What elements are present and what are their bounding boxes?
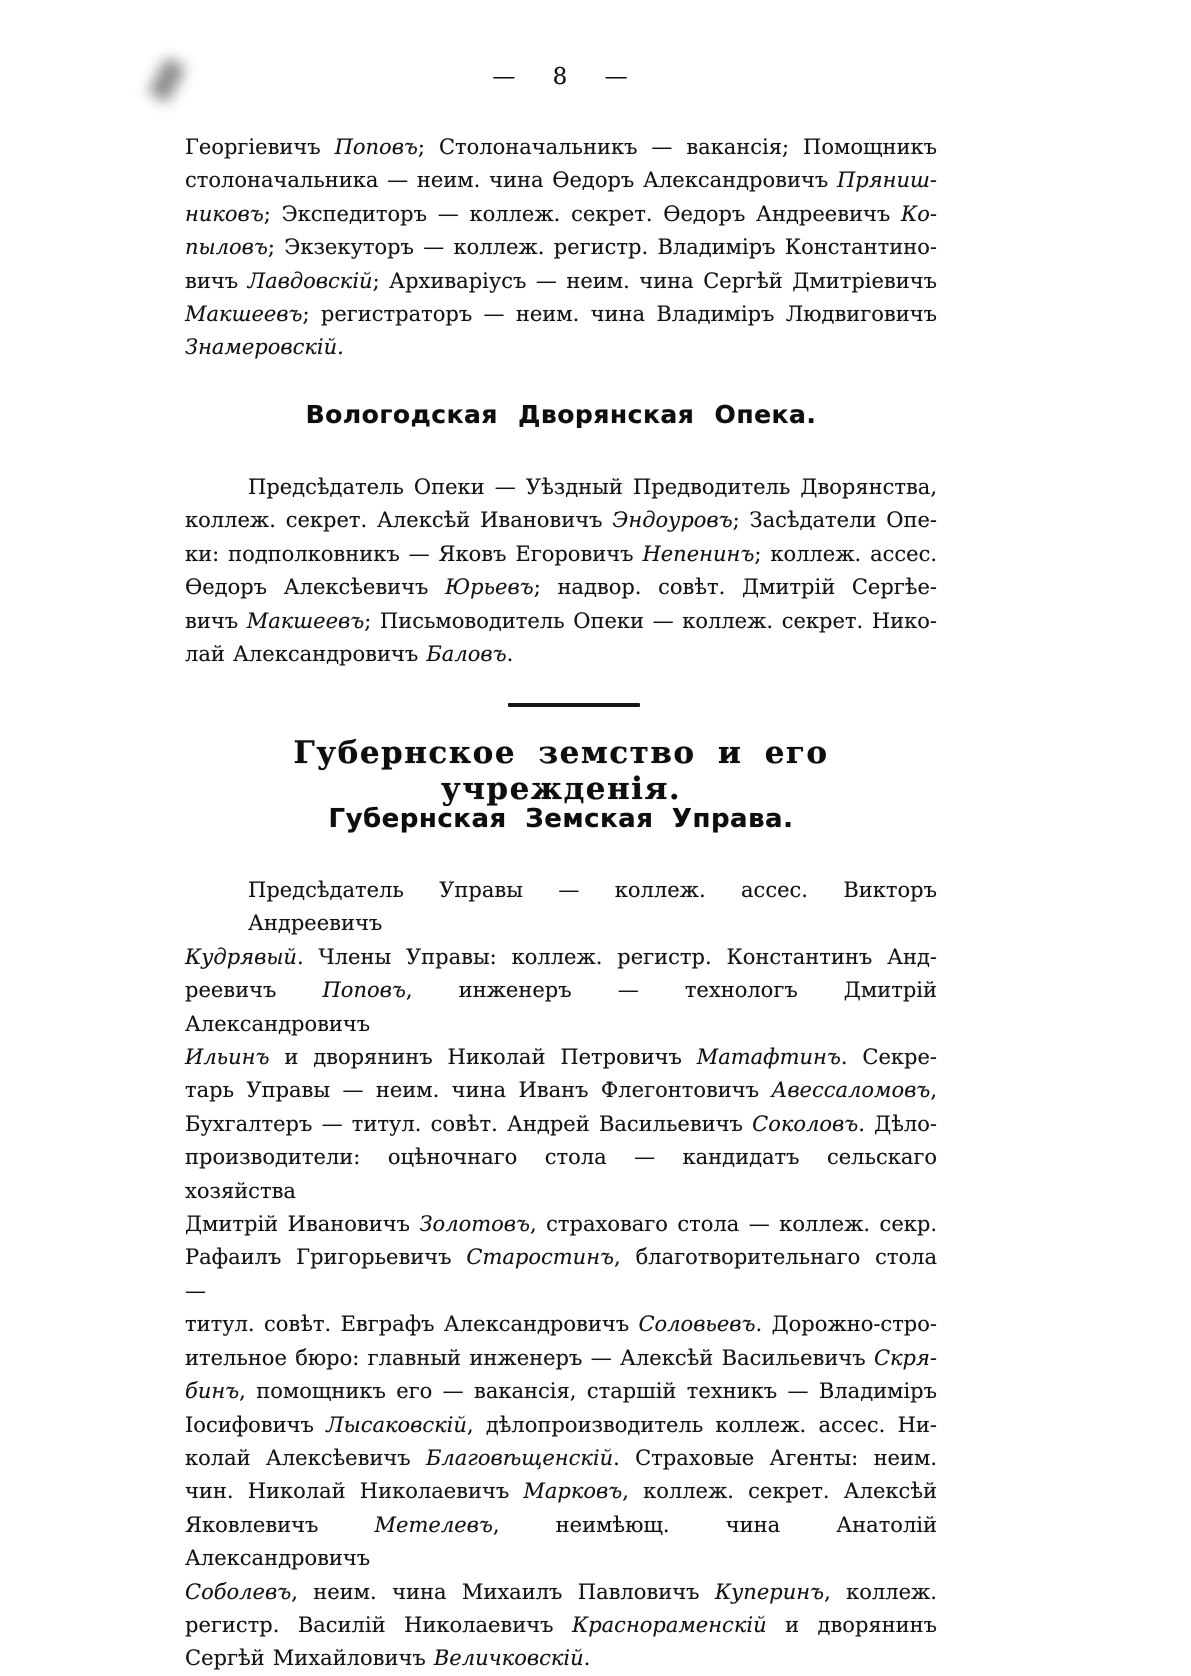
text-line bbox=[185, 941, 937, 974]
text-run: , благотворительнаго стола — bbox=[185, 1245, 938, 1303]
paragraph-chancellery-staff bbox=[185, 131, 937, 365]
surname-italic: Скря- bbox=[873, 1345, 937, 1370]
surname-italic: Лавдовскій bbox=[247, 268, 373, 293]
text-line bbox=[185, 1576, 937, 1609]
text-run: . Секре- bbox=[840, 1045, 938, 1070]
surname-italic: Знамеровскій. bbox=[185, 335, 344, 360]
text-line bbox=[185, 265, 937, 298]
surname-italic: Пряниш- bbox=[836, 168, 937, 193]
page-number: — 8 — bbox=[492, 64, 630, 90]
heading-zemstvo-board: Губернская Земская Управа. bbox=[328, 804, 794, 834]
surname-italic: бинъ bbox=[185, 1379, 240, 1404]
text-line bbox=[185, 504, 937, 537]
text-run: . Дѣло- bbox=[858, 1111, 937, 1136]
text-line bbox=[185, 1241, 937, 1308]
text-run: Ѳедоръ Алексѣевичъ bbox=[185, 575, 446, 600]
surname-italic: Ко- bbox=[901, 201, 937, 226]
text-run: . bbox=[583, 1646, 591, 1671]
heading-vologda-noble-custody: Вологодская Дворянская Опека. bbox=[305, 400, 817, 429]
text-line bbox=[185, 298, 937, 331]
surname-italic: Благовѣщенскій bbox=[425, 1445, 614, 1470]
text-line bbox=[185, 538, 937, 571]
text-run: , неимѣющ. чина Анатолій Александровичъ bbox=[185, 1512, 938, 1571]
text-run: . Страховые Агенты: неим. bbox=[613, 1445, 937, 1470]
text-run: Іосифовичъ bbox=[185, 1412, 327, 1437]
text-run: . Члены Управы: коллеж. регистр. Константинъ Анд- bbox=[296, 944, 937, 969]
text-run: ительное бюро: главный инженеръ — Алексѣй Васильевичъ bbox=[185, 1345, 874, 1370]
text-line bbox=[185, 1475, 937, 1508]
text-run: и дворянинъ Николай Петровичъ bbox=[269, 1045, 697, 1070]
text-line bbox=[185, 638, 937, 671]
text-run: регистр. Василій Николаевичъ bbox=[185, 1612, 572, 1637]
text-run: , коллеж. секрет. Алексѣй bbox=[622, 1479, 937, 1504]
text-run: ; регистраторъ — неим. чина Владиміръ Людвиговичъ bbox=[302, 302, 937, 327]
surname-italic: Куперинъ bbox=[714, 1579, 825, 1604]
text-run: лай Александровичъ bbox=[185, 642, 427, 667]
text-run: , неим. чина Михаилъ Павловичъ bbox=[291, 1579, 715, 1604]
text-run: . Дорожно-стро- bbox=[755, 1312, 937, 1337]
surname-italic: Кудрявый bbox=[185, 944, 297, 969]
text-run: . bbox=[506, 642, 514, 667]
surname-italic: Поповъ bbox=[334, 135, 418, 159]
text-line bbox=[185, 1609, 937, 1642]
surname-italic: Соловьевъ bbox=[638, 1312, 756, 1337]
surname-italic: Поповъ bbox=[322, 978, 406, 1003]
surname-italic: Непенинъ bbox=[642, 541, 755, 566]
text-run: ; Экзекуторъ — коллеж. регистр. Владиміръ Константино- bbox=[267, 235, 937, 260]
text-line bbox=[185, 1074, 937, 1107]
surname-italic: Золотовъ bbox=[419, 1212, 530, 1237]
surname-italic: Ильинъ bbox=[185, 1045, 270, 1070]
surname-italic: Баловъ bbox=[426, 642, 507, 667]
surname-italic: Старостинъ bbox=[466, 1245, 615, 1270]
text-line bbox=[185, 198, 937, 231]
text-run: Яковлевичъ bbox=[185, 1512, 375, 1537]
surname-italic: Макшеевъ bbox=[185, 302, 303, 327]
text-line bbox=[185, 571, 937, 604]
paragraph-custody-staff bbox=[185, 471, 937, 671]
text-line bbox=[185, 1108, 937, 1141]
text-run: чин. Николай Николаевичъ bbox=[185, 1479, 524, 1504]
text-run: , помощникъ его — вакансія, старшій техникъ — Владиміръ bbox=[239, 1379, 937, 1404]
text-run: Бухгалтеръ — титул. совѣт. Андрей Васильевичъ bbox=[185, 1111, 753, 1136]
text-line bbox=[185, 1041, 937, 1074]
text-run: Предсѣдатель Опеки — Уѣздный Предводитель Дворянства, bbox=[248, 475, 937, 499]
text-line bbox=[185, 1308, 937, 1341]
text-run: ; Экспедиторъ — коллеж. секрет. Ѳедоръ Андреевичъ bbox=[263, 201, 901, 226]
text-run: ; Засѣдатели Опе- bbox=[732, 508, 937, 533]
text-run: Сергѣй Михайловичъ bbox=[185, 1646, 434, 1671]
text-run: производители: оцѣночнаго стола — кандидатъ сельскаго хозяйства bbox=[185, 1145, 937, 1203]
text-run: колай Алексѣевичъ bbox=[185, 1445, 426, 1470]
text-run: , страховаго стола — коллеж. секр. bbox=[530, 1212, 937, 1237]
surname-italic: никовъ bbox=[185, 201, 264, 226]
text-run: ; Архиваріусъ — неим. чина Сергѣй Дмитріевичъ bbox=[372, 268, 937, 293]
text-run: Георгіевичъ bbox=[185, 135, 335, 159]
text-run: Рафаилъ Григорьевичъ bbox=[185, 1245, 467, 1270]
surname-italic: Марковъ bbox=[523, 1479, 623, 1504]
text-run: Предсѣдатель Управы — коллеж. ассес. Викторъ Андреевичъ bbox=[248, 878, 937, 936]
text-run: , инженеръ — технологъ Дмитрій Александровичъ bbox=[185, 978, 937, 1036]
surname-italic: Юрьевъ bbox=[445, 575, 534, 600]
text-run: ; Столоначальникъ — вакансія; Помощникъ bbox=[417, 135, 937, 159]
text-run: , дѣлопроизводитель коллеж. ассес. Ни- bbox=[466, 1412, 937, 1437]
text-run: Дмитрій Ивановичъ bbox=[185, 1212, 420, 1237]
text-line bbox=[185, 231, 937, 264]
text-line bbox=[185, 164, 937, 197]
surname-italic: пыловъ bbox=[185, 235, 268, 260]
text-run: и дворянинъ bbox=[766, 1612, 937, 1637]
text-run: вичъ bbox=[185, 268, 248, 293]
surname-italic: Эндоуровъ bbox=[612, 508, 733, 533]
text-line bbox=[185, 605, 937, 638]
text-line bbox=[185, 1642, 937, 1675]
text-run: ки: подполковникъ — Яковъ Егоровичъ bbox=[185, 541, 643, 566]
text-line bbox=[185, 1409, 937, 1442]
text-line bbox=[185, 974, 937, 1041]
text-run: , коллеж. bbox=[824, 1579, 937, 1604]
surname-italic: Краснораменскій bbox=[571, 1612, 767, 1637]
text-line bbox=[185, 1509, 937, 1576]
surname-italic: Макшеевъ bbox=[246, 608, 365, 633]
text-line bbox=[185, 1208, 937, 1241]
text-run: тарь Управы — неим. чина Иванъ Флегонтовичъ bbox=[185, 1078, 772, 1103]
surname-italic: Соболевъ bbox=[185, 1579, 292, 1604]
text-run: ; надвор. совѣт. Дмитрій Сергѣе- bbox=[533, 575, 937, 600]
text-run: титул. совѣт. Евграфъ Александровичъ bbox=[185, 1312, 639, 1337]
text-run: реевичъ bbox=[185, 978, 323, 1003]
scan-artifact bbox=[148, 57, 186, 103]
text-run: вичъ bbox=[185, 608, 247, 633]
text-line bbox=[185, 1375, 937, 1408]
text-run: столоначальника — неим. чина Ѳедоръ Александровичъ bbox=[185, 168, 837, 193]
text-line bbox=[185, 131, 937, 164]
heading-provincial-zemstvo: Губернское земство и его учрежденія. bbox=[293, 735, 829, 807]
text-line bbox=[185, 874, 937, 941]
paragraph-zemstvo-board-staff bbox=[185, 874, 937, 1676]
text-line bbox=[185, 331, 937, 364]
text-run: , bbox=[930, 1078, 937, 1103]
surname-italic: Матафтинъ bbox=[696, 1045, 841, 1070]
text-run: ; коллеж. ассес. bbox=[754, 541, 938, 566]
section-divider-rule bbox=[508, 703, 640, 707]
text-line bbox=[185, 1442, 937, 1475]
text-line bbox=[185, 1141, 937, 1208]
surname-italic: Величковскій bbox=[433, 1646, 584, 1671]
text-run: коллеж. секрет. Алексѣй Ивановичъ bbox=[185, 508, 613, 533]
text-line bbox=[185, 471, 937, 504]
text-run: ; Письмоводитель Опеки — коллеж. секрет. Нико- bbox=[364, 608, 937, 633]
surname-italic: Соколовъ bbox=[752, 1111, 859, 1136]
surname-italic: Авессаломовъ bbox=[771, 1078, 931, 1103]
surname-italic: Лысаковскій bbox=[326, 1412, 467, 1437]
text-line bbox=[185, 1342, 937, 1375]
surname-italic: Метелевъ bbox=[374, 1512, 493, 1537]
